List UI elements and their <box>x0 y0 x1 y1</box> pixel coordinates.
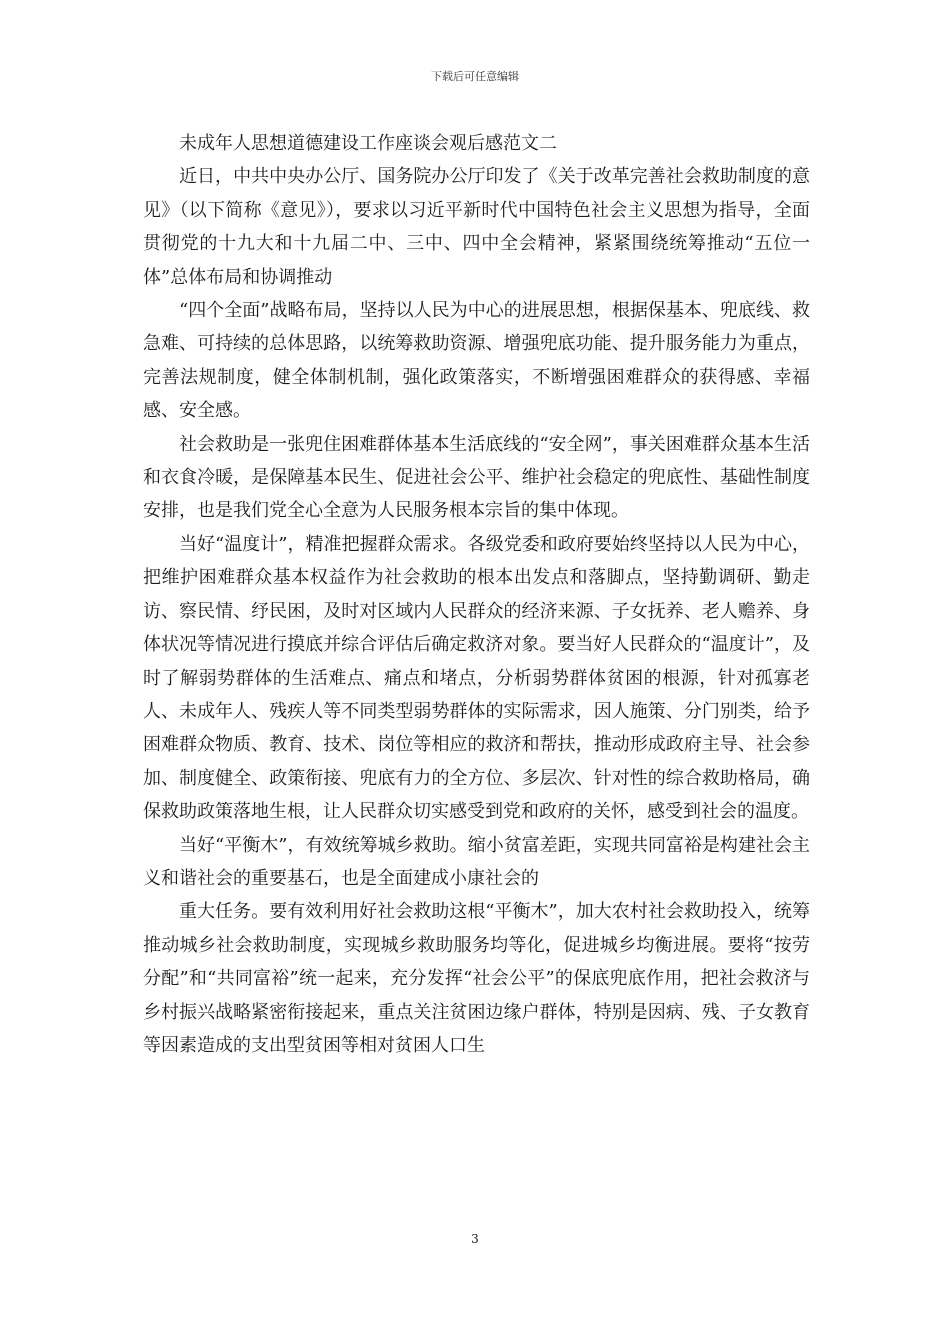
page-number: 3 <box>471 1232 479 1246</box>
document-title: 未成年人思想道德建设工作座谈会观后感范文二 <box>179 133 557 154</box>
document-body <box>143 127 810 1062</box>
paragraph-4: 当好“温度计”，精准把握群众需求。各级党委和政府要始终坚持以人民为中心，把维护困难群众基本权益作为社会救助的根本出发点和落脚点，坚持勤调研、勤走访、察民情、纾民困，及时对区域内人民群众的经济来源、子女抚养、老人赡养、身体状况等情况进行摸底并综合评估后确定救济对象。要当好人民群众的“温度计”，及时了解弱势群体的生活难点、痛点和堵点，分析弱势群体贫困的根源，针对孤寡老人、未成年人、残疾人等不同类型弱势群体的实际需求，因人施策、分门别类，给予困难群众物质、教育、技术、岗位等相应的救济和帮扶，推动形成政府主导、社会参加、制度健全、政策衔接、兜底有力的全方位、多层次、针对性的综合救助格局，确保救助政策落地生根，让人民群众切实感受到党和政府的关怀，感受到社会的温度。 <box>143 533 810 823</box>
page-header: 下载后可任意编辑 <box>431 70 519 83</box>
paragraph-3: 社会救助是一张兜住困难群体基本生活底线的“安全网”，事关困难群众基本生活和衣食冷暖，是保障基本民生、促进社会公平、维护社会稳定的兜底性、基础性制度安排，也是我们党全心全意为人民服务根本宗旨的集中体现。 <box>143 433 810 522</box>
paragraph-6: 重大任务。要有效利用好社会救助这根“平衡木”，加大农村社会救助投入，统筹推动城乡社会救助制度，实现城乡救助服务均等化，促进城乡均衡进展。要将“按劳分配”和“共同富裕”统一起来，充分发挥“社会公平”的保底兜底作用，把社会救济与乡村振兴战略紧密衔接起来，重点关注贫困边缘户群体，特别是因病、残、子女教育等因素造成的支出型贫困等相对贫困人口生 <box>143 901 810 1056</box>
paragraph-5: 当好“平衡木”，有效统筹城乡救助。缩小贫富差距，实现共同富裕是构建社会主义和谐社会的重要基石，也是全面建成小康社会的 <box>143 834 810 889</box>
paragraph-2: “四个全面”战略布局，坚持以人民为中心的进展思想，根据保基本、兜底线、救急难、可持续的总体思路，以统筹救助资源、增强兜底功能、提升服务能力为重点，完善法规制度，健全体制机制，强化政策落实，不断增强困难群众的获得感、幸福感、安全感。 <box>143 300 810 422</box>
paragraph-1: 近日，中共中央办公厅、国务院办公厅印发了《关于改革完善社会救助制度的意见》（以下简称《意见》），要求以习近平新时代中国特色社会主义思想为指导，全面贯彻党的十九大和十九届二中、三中、四中全会精神，紧紧围绕统筹推动“五位一体”总体布局和协调推动 <box>143 166 810 288</box>
